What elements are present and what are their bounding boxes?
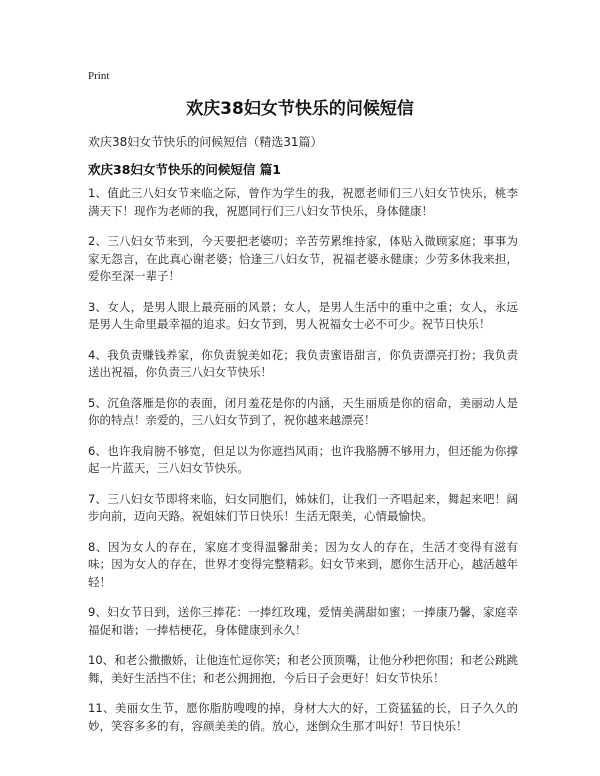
- message-paragraph: 5、沉鱼落雁是你的表面，闭月羞花是你的内涵，天生丽质是你的宿命，美丽动人是你的特点！亲爱的，三八妇女节到了，祝你越来越漂亮！: [88, 395, 518, 427]
- message-paragraph: 9、妇女节日到，送你三捧花：一捧红玫瑰，爱情美满甜如蜜；一捧康乃馨，家庭幸福促和谐；一捧桔梗花，身体健康到永久！: [88, 605, 518, 637]
- message-paragraph: 10、和老公撒撒娇，让他连忙逗你笑；和老公顶顶嘴，让他分秒把你围；和老公跳跳舞，美好生活挡不住；和老公拥拥抱，今后日子会更好！妇女节快乐！: [88, 653, 518, 685]
- message-paragraph: 7、三八妇女节即将来临，妇女同胞们，姊妹们，让我们一齐唱起来，舞起来吧！阔步向前，迈向天路。祝姐妹们节日快乐！生活无限美，心情最愉快。: [88, 491, 518, 523]
- message-paragraph: 11、美丽女生节，愿你脂肪嗖嗖的掉，身材大大的好，工资猛猛的长，日子久久的妙，笑容多多的有，容颜美美的俏。放心，迷倒众生那才叫好！节日快乐！: [88, 701, 518, 733]
- page-title: 欢庆38妇女节快乐的问候短信: [186, 99, 414, 119]
- message-paragraph: 2、三八妇女节来到，今天要把老婆叨；辛苦劳累维持家，体贴入微顾家庭；事事为家无怨言，在此真心谢老婆；恰逢三八妇女节，祝福老婆永健康；少劳多休我来担，爱你至深一辈子！: [88, 234, 518, 283]
- message-paragraph: 8、因为女人的存在，家庭才变得温馨甜美；因为女人的存在，生活才变得有滋有味；因为女人的存在，世界才变得完整精彩。妇女节来到，愿你生活开心，越活越年轻！: [88, 539, 518, 589]
- section-heading: 欢庆38妇女节快乐的问候短信 篇1: [88, 162, 281, 177]
- message-paragraph: 3、女人，是男人眼上最亮丽的风景；女人，是男人生活中的重中之重；女人，永远是男人生命里最幸福的追求。妇女节到，男人祝福女士必不可少。祝节日快乐！: [88, 299, 518, 331]
- message-paragraph: 1、值此三八妇女节来临之际，曾作为学生的我，祝愿老师们三八妇女节快乐，桃李满天下！现作为老师的我，祝愿同行们三八妇女节快乐，身体健康！: [88, 186, 518, 218]
- print-link[interactable]: Print: [88, 70, 110, 82]
- article-subtitle: 欢庆38妇女节快乐的问候短信（精选31篇）: [88, 135, 323, 149]
- message-paragraph: 6、也许我肩膀不够宽，但足以为你遮挡风雨；也许我胳膊不够用力，但还能为你撑起一片蓝天，三八妇女节快乐。: [88, 443, 518, 475]
- article-body: [88, 185, 518, 748]
- message-paragraph: 4、我负责赚钱养家，你负责貌美如花；我负责蜜语甜言，你负责漂亮打扮；我负责送出祝福，你负责三八妇女节快乐！: [88, 347, 518, 379]
